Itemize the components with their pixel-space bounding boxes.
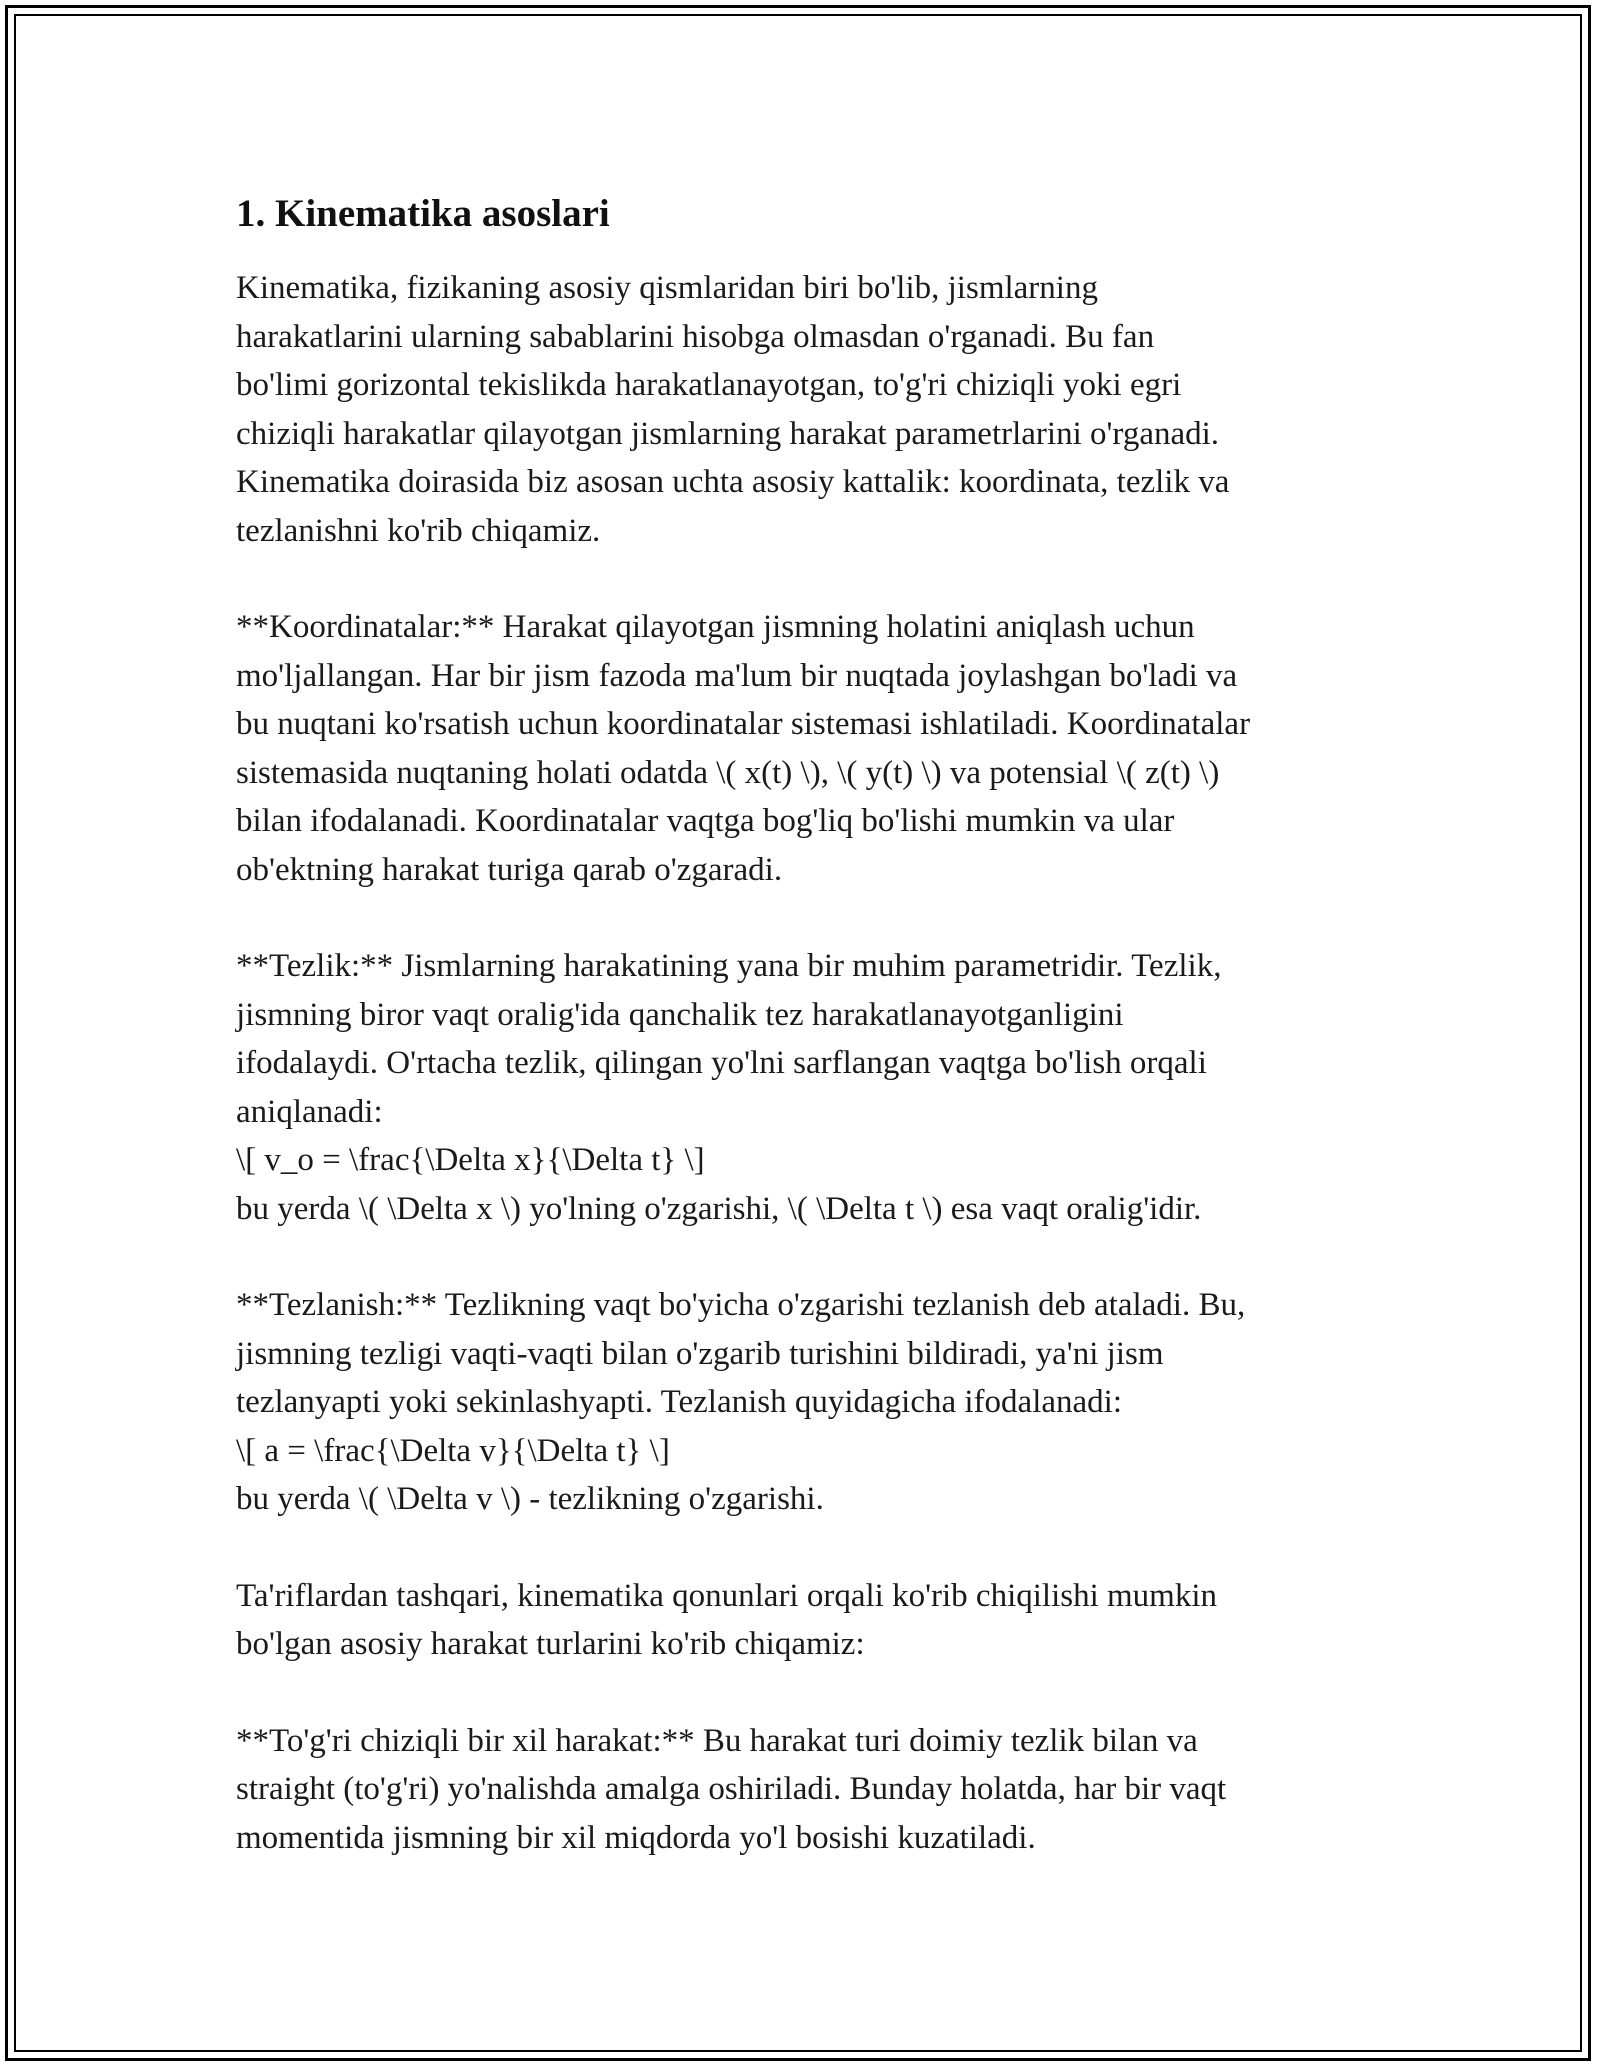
text-line: jismning tezligi vaqti-vaqti bilan o'zgarib turishini bildiradi, ya'ni jism: [236, 1335, 1164, 1372]
paragraph-intro: [236, 264, 1386, 555]
text-line: **Koordinatalar:** Harakat qilayotgan jismning holatini aniqlash uchun: [236, 609, 1195, 645]
text-line: bo'lgan asosiy harakat turlarini ko'rib chiqamiz:: [236, 1626, 865, 1662]
text-line: momentida jismning bir xil miqdorda yo'l bosishi kuzatiladi.: [236, 1819, 1036, 1856]
text-line: jismning biror vaqt oralig'ida qanchalik tez harakatlanayotganligini: [236, 996, 1124, 1033]
formula-line: \[ a = \frac{\Delta v}{\Delta t} \]: [236, 1432, 670, 1469]
text-line: harakatlarini ularning sabablarini hisobga olmasdan o'rganadi. Bu fan: [236, 318, 1155, 355]
text-line: tezlanyapti yoki sekinlashyapti. Tezlanish quyidagicha ifodalanadi:: [236, 1384, 1122, 1420]
text-line: Kinematika doirasida biz asosan uchta asosiy kattalik: koordinata, tezlik va: [236, 464, 1230, 500]
paragraph-acceleration: [236, 1281, 1386, 1524]
paragraph-motion-types: [236, 1572, 1386, 1669]
text-line: bu nuqtani ko'rsatish uchun koordinatalar sistemasi ishlatiladi. Koordinatalar: [236, 706, 1251, 742]
paragraph-coordinates: [236, 603, 1386, 894]
paragraph-velocity: [236, 942, 1386, 1233]
text-line: Kinematika, fizikaning asosiy qismlaridan biri bo'lib, jismlarning: [236, 270, 1098, 306]
text-line: **Tezlik:** Jismlarning harakatining yana bir muhim parametridir. Tezlik,: [236, 948, 1222, 984]
section-title: 1. Kinematika asoslari: [236, 192, 610, 235]
text-line: aniqlanadi:: [236, 1093, 383, 1130]
text-line: bo'limi gorizontal tekislikda harakatlanayotgan, to'g'ri chiziqli yoki egri: [236, 367, 1182, 403]
text-line: sistemasida nuqtaning holati odatda \( x(t) \), \( y(t) \) va potensial \( z(t) \): [236, 754, 1220, 791]
text-line: Ta'riflardan tashqari, kinematika qonunlari orqali ko'rib chiqilishi mumkin: [236, 1577, 1218, 1614]
text-line: chiziqli harakatlar qilayotgan jismlarning harakat parametrlarini o'rganadi.: [236, 415, 1220, 452]
document-page: [236, 188, 1386, 1910]
text-line: ob'ektning harakat turiga qarab o'zgaradi.: [236, 851, 783, 888]
text-line: **To'g'ri chiziqli bir xil harakat:** Bu harakat turi doimiy tezlik bilan va: [236, 1722, 1198, 1759]
text-line: bilan ifodalanadi. Koordinatalar vaqtga bog'liq bo'lishi mumkin va ular: [236, 803, 1175, 839]
text-line: mo'ljallangan. Har bir jism fazoda ma'lum bir nuqtada joylashgan bo'ladi va: [236, 657, 1238, 694]
text-line: straight (to'g'ri) yo'nalishda amalga oshiriladi. Bunday holatda, har bir vaqt: [236, 1771, 1227, 1807]
text-line: ifodalaydi. O'rtacha tezlik, qilingan yo'lni sarflangan vaqtga bo'lish orqali: [236, 1045, 1207, 1081]
text-line: tezlanishni ko'rib chiqamiz.: [236, 512, 601, 549]
text-line: **Tezlanish:** Tezlikning vaqt bo'yicha o'zgarishi tezlanish deb ataladi. Bu,: [236, 1287, 1246, 1323]
text-line: bu yerda \( \Delta v \) - tezlikning o'zgarishi.: [236, 1481, 824, 1517]
paragraph-uniform-motion: [236, 1717, 1386, 1863]
formula-line: \[ v_o = \frac{\Delta x}{\Delta t} \]: [236, 1142, 705, 1178]
text-line: bu yerda \( \Delta x \) yo'lning o'zgarishi, \( \Delta t \) esa vaqt oralig'idir.: [236, 1190, 1202, 1227]
